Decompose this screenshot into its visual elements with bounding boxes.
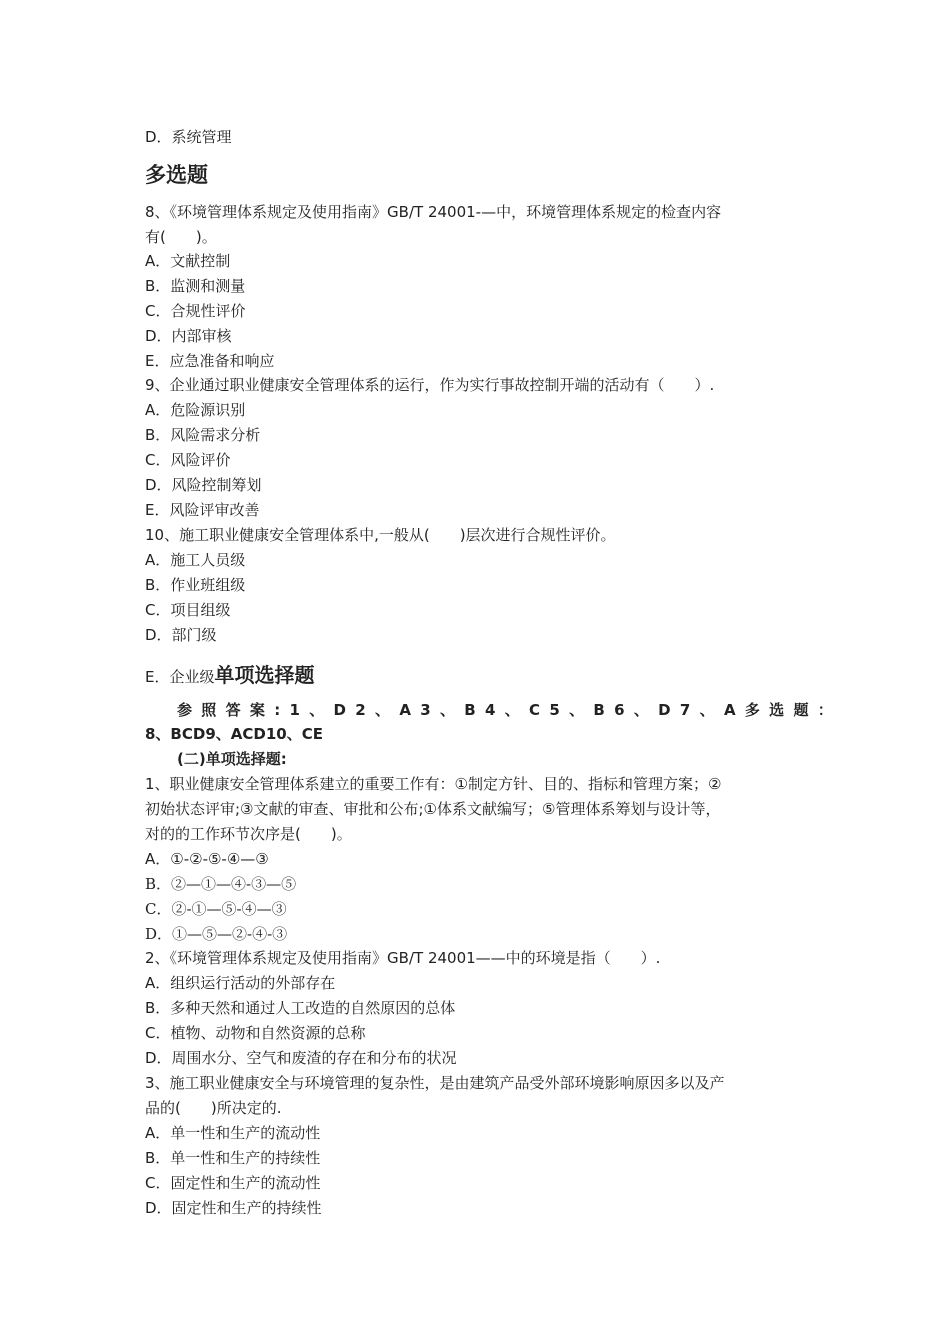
option-line: B．单一性和生产的持续性 <box>145 1149 321 1167</box>
option-line: D．部门级 <box>145 626 217 644</box>
option-line: D．①—⑤—②-④-③ <box>145 925 288 943</box>
option-line: C．②-①—⑤-④—③ <box>145 900 287 918</box>
option-line: A．危险源识别 <box>145 401 246 419</box>
question-1-line-1: 1、职业健康安全管理体系建立的重要工作有：①制定方针、目的、指标和管理方案；② <box>145 775 722 793</box>
option-line: D．风险控制筹划 <box>145 476 262 494</box>
option-line: D．内部审核 <box>145 327 232 345</box>
answer-key-line-2: 8、BCD9、ACD10、CE <box>145 725 323 743</box>
option-line: B．作业班组级 <box>145 576 246 594</box>
option-line: D．固定性和生产的持续性 <box>145 1199 322 1217</box>
option-line: B．②—①—④-③—⑤ <box>145 875 297 893</box>
answer-key-line-1: 参照答案:1、D2、A3、B4、C5、B6、D7、A多选题： <box>177 701 843 719</box>
question-1-line-3: 对的的工作环节次序是( )。 <box>145 825 352 843</box>
option-line: A．①-②-⑤-④—③ <box>145 850 269 868</box>
option-line: C．合规性评价 <box>145 302 246 320</box>
option-line: D．周围水分、空气和废渣的存在和分布的状况 <box>145 1049 457 1067</box>
question-9: 9、企业通过职业健康安全管理体系的运行，作为实行事故控制开端的活动有（ ）. <box>145 376 715 394</box>
question-2: 2、《环境管理体系规定及使用指南》GB/T 24001——中的环境是指（ ）. <box>145 949 661 967</box>
option-with-heading <box>145 660 314 692</box>
option-line: A．单一性和生产的流动性 <box>145 1124 321 1142</box>
option-line: C．植物、动物和自然资源的总称 <box>145 1024 366 1042</box>
question-1-line-2: 初始状态评审;③文献的审查、审批和公布;①体系文献编写；⑤管理体系筹划与设计等， <box>145 800 721 818</box>
option-line: A．文献控制 <box>145 252 231 270</box>
option-line: B．监测和测量 <box>145 277 246 295</box>
section-heading-multi-choice: 多选题 <box>145 163 208 187</box>
option-line: C．项目组级 <box>145 601 231 619</box>
option-line: A．施工人员级 <box>145 551 246 569</box>
option-line: D．系统管理 <box>145 128 232 146</box>
section-heading-single-choice: 单项选择题 <box>214 663 315 687</box>
option-line: E．应急准备和响应 <box>145 352 275 370</box>
option-text: E．企业级 <box>145 668 215 686</box>
question-10: 10、施工职业健康安全管理体系中,一般从( )层次进行合规性评价。 <box>145 526 616 544</box>
subsection-heading: (二)单项选择题: <box>177 750 287 768</box>
question-8-line-2: 有( )。 <box>145 228 217 246</box>
question-8-line-1: 8、《环境管理体系规定及使用指南》GB/T 24001-—中，环境管理体系规定的检查内容 <box>145 203 722 221</box>
option-line: A．组织运行活动的外部存在 <box>145 974 336 992</box>
question-3-line-1: 3、施工职业健康安全与环境管理的复杂性，是由建筑产品受外部环境影响原因多以及产 <box>145 1074 725 1092</box>
option-line: E．风险评审改善 <box>145 501 260 519</box>
option-line: B．风险需求分析 <box>145 426 261 444</box>
option-line: C．风险评价 <box>145 451 231 469</box>
option-line: B．多种天然和通过人工改造的自然原因的总体 <box>145 999 456 1017</box>
question-3-line-2: 品的( )所决定的. <box>145 1099 282 1117</box>
option-line: C．固定性和生产的流动性 <box>145 1174 321 1192</box>
